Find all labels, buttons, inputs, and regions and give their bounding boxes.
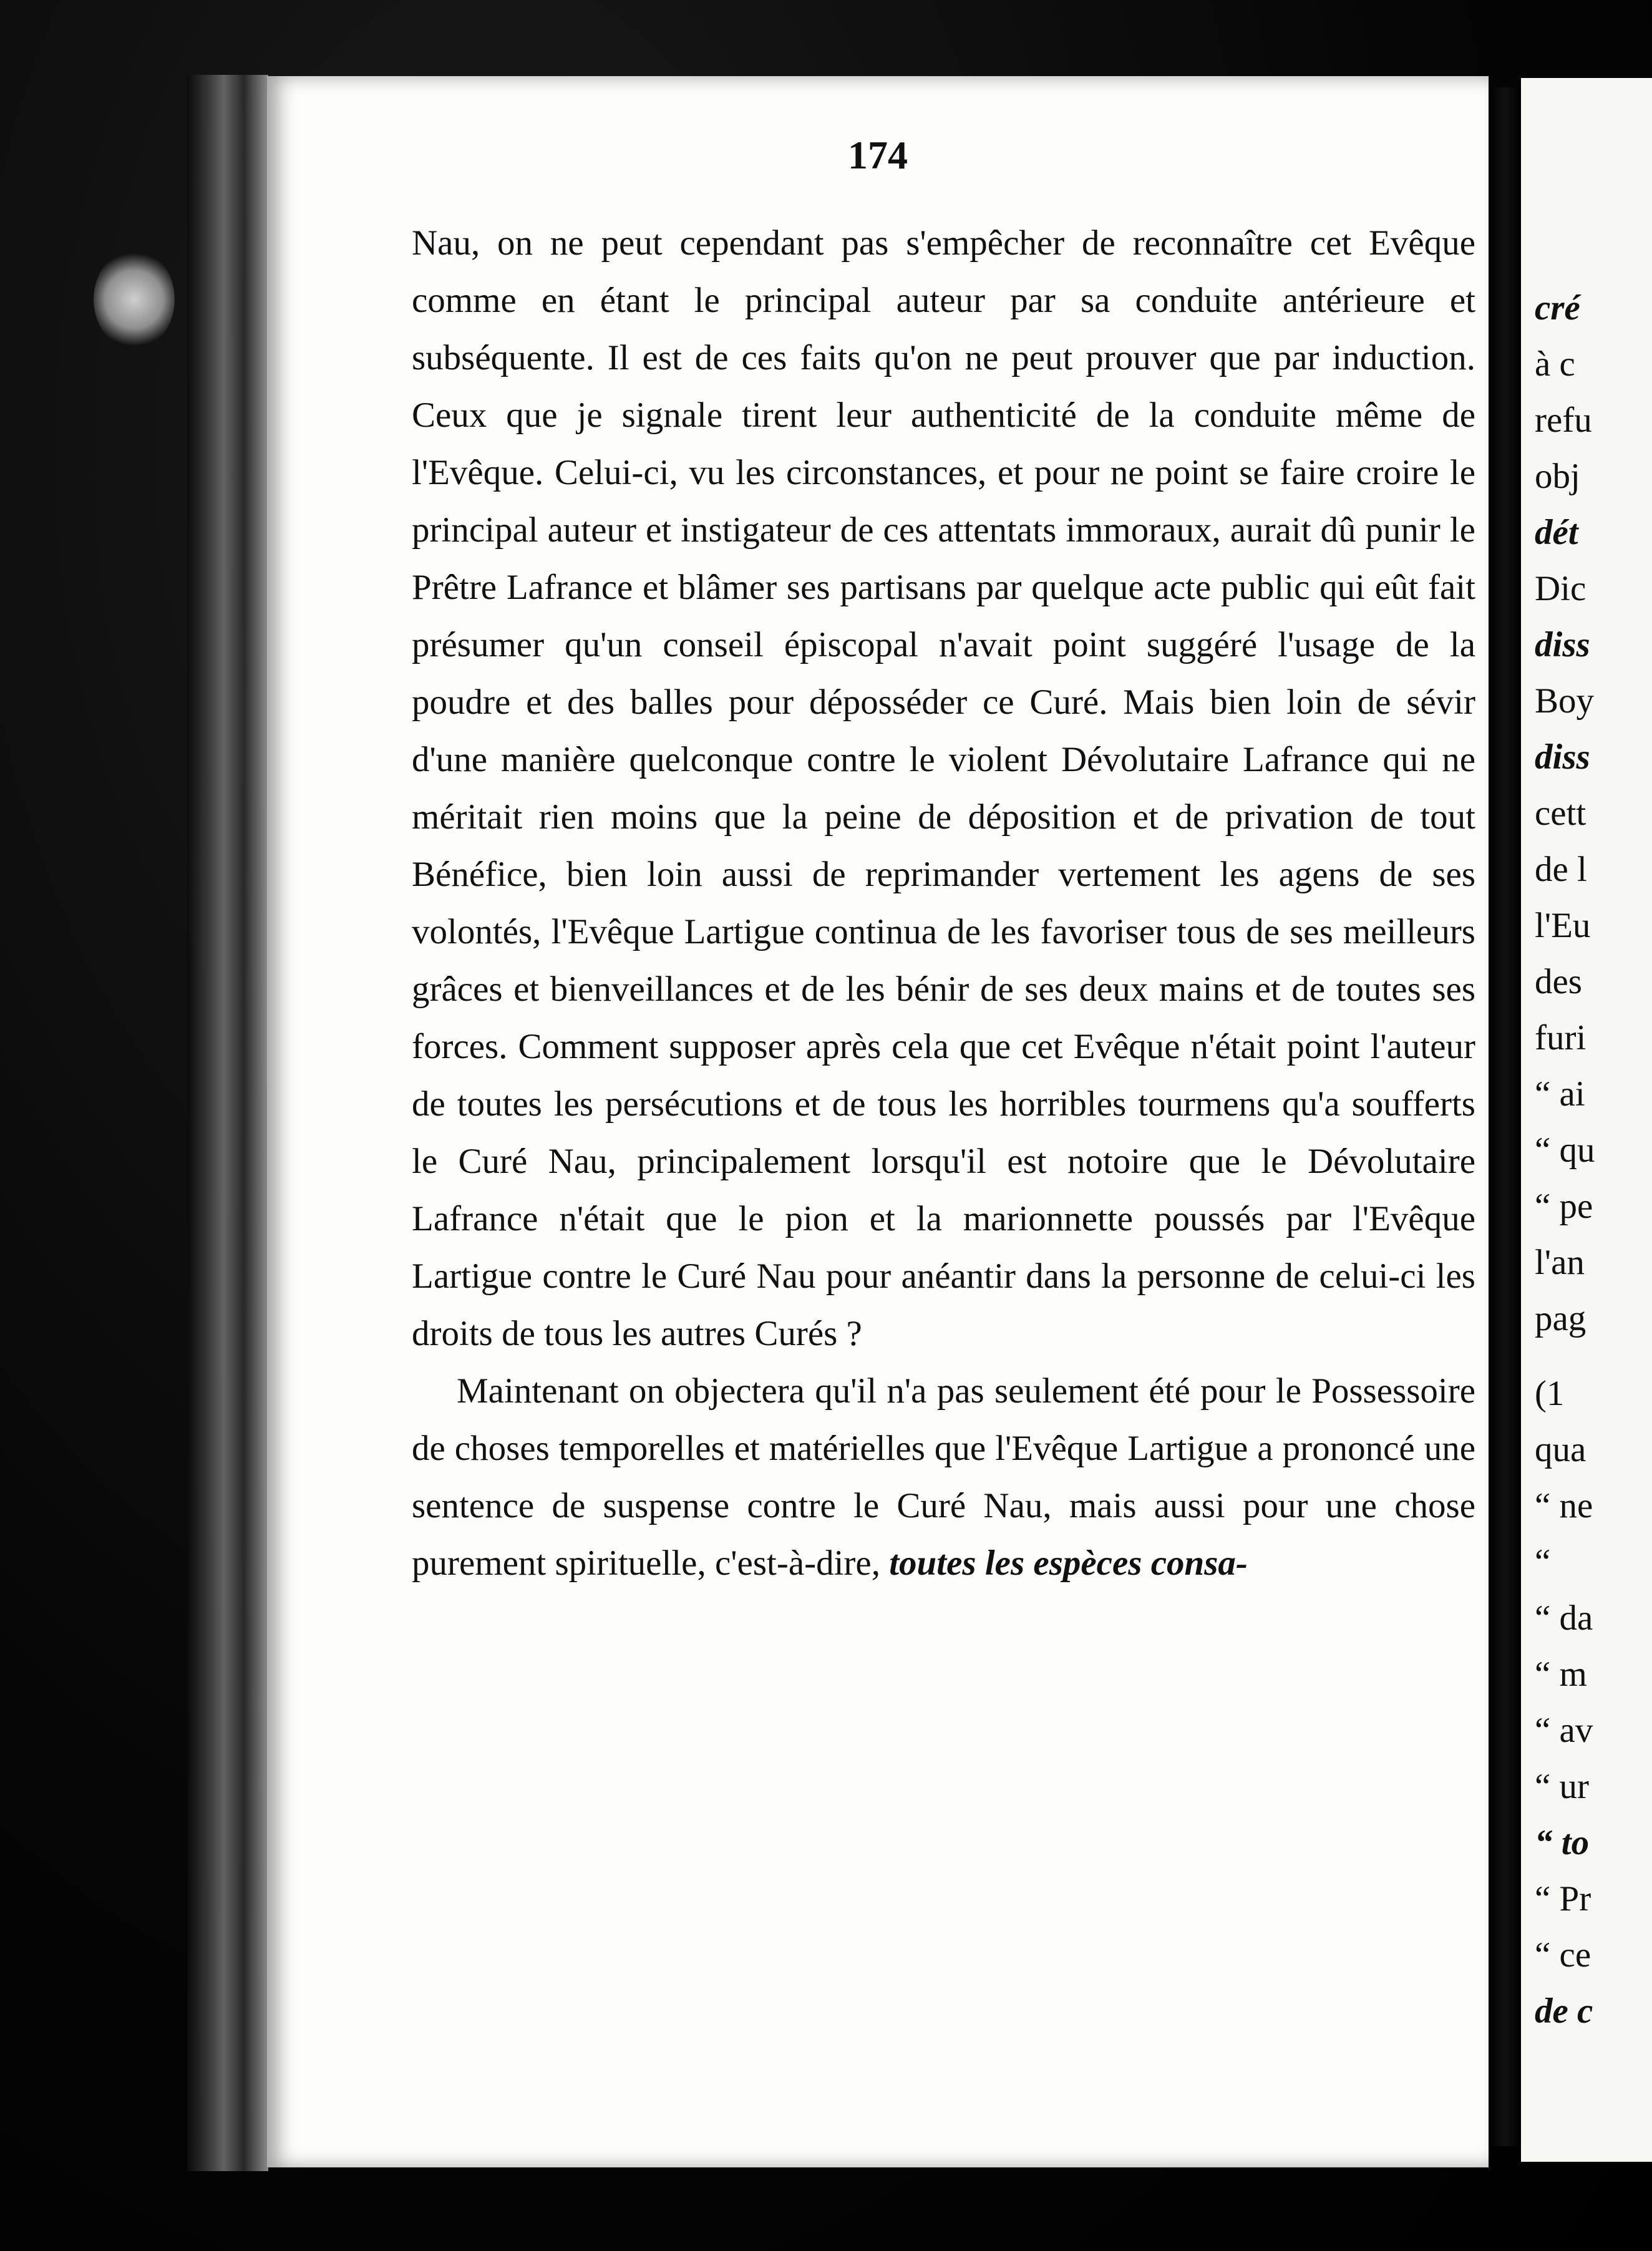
facing-fragment: “ ai	[1535, 1074, 1585, 1114]
facing-fragment: “ Pr	[1535, 1879, 1591, 1918]
facing-fragment: qua	[1535, 1430, 1586, 1469]
facing-fragment: dét	[1535, 513, 1578, 552]
facing-fragment: “ av	[1535, 1711, 1593, 1750]
page-number: 174	[848, 133, 908, 177]
facing-fragment: refu	[1535, 401, 1592, 440]
facing-fragment: “ ce	[1535, 1935, 1591, 1975]
facing-fragment: “ ne	[1535, 1486, 1593, 1525]
facing-fragment: Boy	[1535, 681, 1595, 721]
facing-fragment: de c	[1535, 1991, 1593, 2031]
facing-fragment: pag	[1535, 1299, 1586, 1338]
facing-fragment: diss	[1535, 737, 1590, 777]
facing-fragment: cré	[1535, 288, 1580, 328]
facing-fragment: de l	[1535, 850, 1587, 889]
paragraph-2	[412, 1363, 1475, 1592]
page-stack-edge	[187, 75, 268, 2171]
facing-page	[1521, 78, 1652, 2162]
book-page	[267, 76, 1489, 2167]
facing-fragment: à c	[1535, 344, 1575, 384]
paragraph-2-text: Maintenant on objectera qu'il n'a pas seulement été pour le Possessoire de choses temporelles et matérielles que l'Evêque Lartigue a prononcé une sentence de suspense contre le Curé Nau, mais aussi pour une chose purement spirituelle, c'est-à-dire,	[412, 1371, 1475, 1583]
facing-fragment: diss	[1535, 625, 1590, 664]
facing-fragment: “ qu	[1535, 1130, 1595, 1170]
paragraph-1	[412, 215, 1475, 1363]
facing-fragment: “ to	[1535, 1823, 1590, 1862]
facing-fragment: furi	[1535, 1018, 1586, 1057]
book-spine-gutter	[1489, 87, 1521, 2146]
facing-fragment: obj	[1535, 457, 1580, 496]
paper-stain	[94, 250, 175, 349]
facing-fragment: (1	[1535, 1374, 1565, 1413]
paragraph-1-text: Nau, on ne peut cependant pas s'empêcher de reconnaître cet Evêque comme en étant le principal auteur par sa conduite antérieure et subséquente. Il est de ces faits qu'on ne peut prouver que par induction. Ceux que je signale tirent leur authenticité de la conduite même de l'Evêque. Celui-ci, vu les circonstances, et pour ne point se faire croire le principal auteur et instigateur de ces attentats immoraux, aurait dû punir le Prêtre Lafrance et blâmer ses partisans par quelque acte public qui eût fait présumer qu'un conseil épiscopal n'avait point suggéré l'usage de la poudre et des balles pour déposséder ce Curé. Mais bien loin de sévir d'une manière quelconque contre le violent Dévolutaire Lafrance qui ne méritait rien moins que la peine de déposition et de privation de tout Bénéfice, bien loin aussi de reprimander vertement les agens de ses volontés, l'Evêque Lartigue continua de les favoriser tous de ses meilleurs grâces et bienveillances et de les bénir de ses deux mains et de toutes ses forces. Comment supposer après cela que cet Evêque n'était point l'auteur de toutes les persécutions et de tous les horribles tourmens qu'a soufferts le Curé Nau, principalement lorsqu'il est notoire que le Dévolutaire Lafrance n'était que le pion et la marionnette poussés par l'Evêque Lartigue contre le Curé Nau pour anéantir dans la personne de celui-ci les droits de tous les autres Curés ?	[412, 223, 1475, 1353]
facing-fragment: l'an	[1535, 1243, 1585, 1282]
page-body	[412, 215, 1475, 1592]
facing-fragment: “	[1535, 1542, 1551, 1582]
facing-fragment: Dic	[1535, 569, 1586, 608]
facing-fragment: “ ur	[1535, 1767, 1590, 1806]
paragraph-2-italic-tail: toutes les espèces consa-	[889, 1544, 1248, 1583]
facing-fragment: cett	[1535, 794, 1586, 833]
facing-fragment: “ da	[1535, 1598, 1593, 1638]
facing-fragment: “ m	[1535, 1655, 1587, 1694]
facing-fragment: l'Eu	[1535, 906, 1591, 945]
facing-fragment: “ pe	[1535, 1187, 1593, 1226]
facing-fragment: des	[1535, 962, 1582, 1001]
